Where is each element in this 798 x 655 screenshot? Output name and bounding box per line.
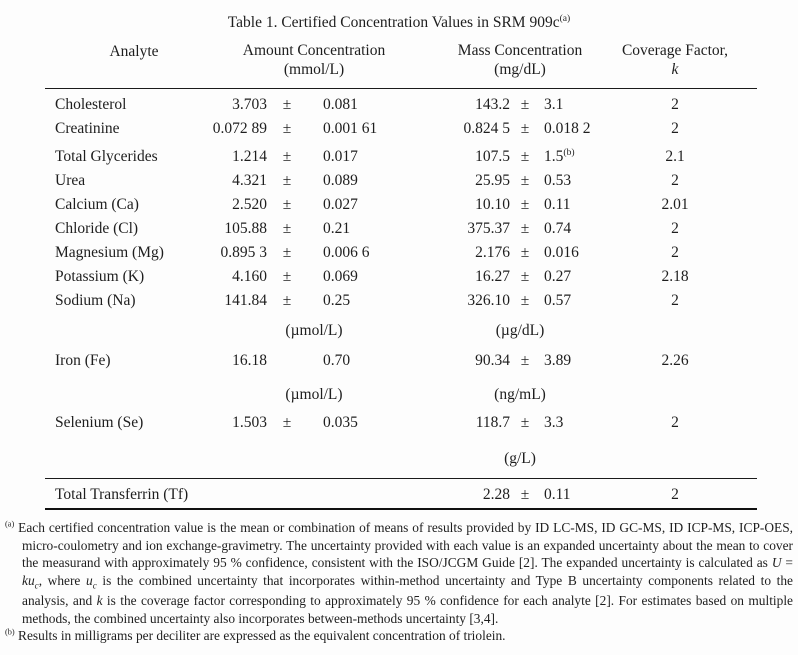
footnote-b-ref: (b) (563, 147, 575, 159)
footnote-text: is the coverage factor corresponding to approximately 95 % confidence for each analyte [2]. For estimates based on multiple methods, the combined uncertainty also incorporates between-methods uncertainty [3,4]. (22, 593, 793, 626)
analyte-name: Iron (Fe) (55, 352, 111, 370)
amount-uncertainty: 0.70 (323, 352, 351, 370)
footnote-marker: (b) (5, 627, 15, 637)
amount-uncertainty: 0.25 (323, 292, 351, 310)
coverage-factor-value: 2 (671, 244, 679, 262)
mass-plus-minus: ± (520, 486, 530, 504)
amount-header-unit: (mmol/L) (283, 61, 345, 79)
amount-uncertainty: 0.081 (323, 96, 358, 114)
coverage-factor-value: 2.01 (661, 196, 689, 214)
table-row (45, 93, 757, 117)
mass-value: 0.824 5 (463, 120, 510, 138)
footnote-text: Results in milligrams per deciliter are expressed as the equivalent concentration of triolein. (18, 627, 506, 643)
footnote-text: u (85, 572, 93, 588)
amount-uncertainty: 0.006 6 (323, 244, 370, 262)
footnote-text: k (96, 593, 103, 609)
mass-value: 10.10 (475, 196, 510, 214)
mass-value: 2.28 (482, 486, 510, 504)
coverage-factor-value: 2 (671, 292, 679, 310)
table-header (45, 41, 757, 79)
mass-value: 326.10 (467, 292, 510, 310)
mass-plus-minus: ± (520, 292, 530, 310)
table-row (45, 289, 757, 313)
mass-header-line1: Mass Concentration (457, 42, 583, 60)
mass-unit-label: (ng/mL) (494, 386, 546, 404)
amount-uncertainty: 0.035 (323, 414, 358, 432)
amount-plus-minus: ± (282, 244, 292, 262)
table-row (45, 478, 757, 507)
table-row (45, 241, 757, 265)
amount-plus-minus: ± (282, 196, 292, 214)
amount-value: 105.88 (224, 220, 267, 238)
column-header-coverage-factor (615, 41, 735, 79)
mass-uncertainty: 3.89 (544, 352, 572, 370)
coverage-factor-value: 2.18 (661, 268, 689, 286)
table-row (45, 349, 757, 373)
table-row (45, 193, 757, 217)
unit-row (45, 447, 757, 471)
mass-uncertainty: 0.27 (544, 268, 572, 286)
table-row (45, 169, 757, 193)
mass-value: 118.7 (475, 414, 510, 432)
mass-uncertainty: 0.016 (544, 244, 579, 262)
coverage-factor-value: 2.26 (661, 352, 689, 370)
table-row (45, 217, 757, 241)
column-header-amount-concentration (203, 41, 425, 79)
footnote-text: c (34, 580, 39, 591)
mass-uncertainty: 3.3 (544, 414, 564, 432)
table-row (45, 411, 757, 435)
unit-row (45, 383, 757, 407)
mass-plus-minus: ± (520, 148, 530, 166)
mass-plus-minus: ± (520, 96, 530, 114)
amount-value: 0.895 3 (220, 244, 267, 262)
mass-uncertainty: 0.53 (544, 172, 572, 190)
amount-value: 16.18 (232, 352, 267, 370)
amount-plus-minus: ± (282, 414, 292, 432)
table-title (0, 9, 798, 32)
mass-plus-minus: ± (520, 196, 530, 214)
amount-value: 4.321 (232, 172, 267, 190)
footnotes (5, 519, 793, 644)
mass-uncertainty: 0.74 (544, 220, 572, 238)
amount-unit-label: (µmol/L) (285, 322, 343, 340)
mass-value: 375.37 (467, 220, 510, 238)
coverage-factor-value: 2 (671, 96, 679, 114)
mass-uncertainty: 0.11 (544, 486, 571, 504)
coverage-header-line1: Coverage Factor, (621, 42, 729, 60)
footnote-text: is the combined uncertainty that incorporates within-method uncertainty and Type B uncertainty components related to the analysis, and (22, 572, 793, 609)
amount-value: 2.520 (232, 196, 267, 214)
analyte-name: Calcium (Ca) (55, 196, 139, 214)
amount-uncertainty: 0.001 61 (323, 120, 378, 138)
analyte-name: Chloride (Cl) (55, 220, 139, 238)
amount-plus-minus: ± (282, 172, 292, 190)
mass-value: 90.34 (475, 352, 510, 370)
footnote-text: Each certified concentration value is the mean or combination of means of results provided by ID LC-MS, ID GC-MS, ID ICP-MS, ICP-OES, micro-coulometry and ion exchange-gravimetry. The uncertainty provided with each value is an expanded uncertainty about the mean to cover the measurand with approximately 95 % confidence, consistent with the ISO/JCGM Guide [2]. The expanded uncertainty is calculated as (18, 520, 794, 571)
mass-value: 16.27 (475, 268, 510, 286)
amount-header-line1: Amount Concentration (242, 42, 386, 60)
analyte-name: Sodium (Na) (55, 292, 136, 310)
mass-plus-minus: ± (520, 352, 530, 370)
amount-value: 141.84 (224, 292, 267, 310)
amount-plus-minus: ± (282, 148, 292, 166)
footnote-text: U (771, 555, 782, 571)
analyte-name: Total Transferrin (Tf) (55, 486, 189, 504)
mass-uncertainty: 0.57 (544, 292, 572, 310)
mass-value: 107.5 (475, 148, 510, 166)
unit-row (45, 319, 757, 343)
column-header-analyte: Analyte (109, 43, 159, 61)
amount-uncertainty: 0.027 (323, 196, 358, 214)
coverage-factor-value: 2.1 (665, 148, 685, 166)
mass-plus-minus: ± (520, 220, 530, 238)
mass-plus-minus: ± (520, 244, 530, 262)
amount-plus-minus: ± (282, 292, 292, 310)
mass-value: 25.95 (475, 172, 510, 190)
footnote-text: c (92, 580, 97, 591)
footnote-text: = (781, 555, 793, 571)
analyte-name: Magnesium (Mg) (55, 244, 164, 262)
table-body (45, 93, 757, 507)
header-spacer (735, 41, 757, 79)
analyte-name: Creatinine (55, 120, 120, 138)
analyte-name: Cholesterol (55, 96, 127, 114)
analyte-name: Urea (55, 172, 86, 190)
footnote-marker: (a) (5, 519, 15, 529)
coverage-factor-value: 2 (671, 220, 679, 238)
amount-uncertainty: 0.21 (323, 220, 351, 238)
amount-unit-label: (µmol/L) (285, 386, 343, 404)
table-row (45, 117, 757, 141)
bottom-rule (45, 508, 757, 510)
amount-plus-minus: ± (282, 96, 292, 114)
coverage-factor-value: 2 (671, 486, 679, 504)
mass-uncertainty: 0.018 2 (544, 120, 591, 138)
mass-value: 2.176 (475, 244, 510, 262)
footnote-text: ku (22, 572, 35, 588)
mass-header-unit: (mg/dL) (494, 61, 546, 79)
amount-uncertainty: 0.017 (323, 148, 358, 166)
amount-value: 1.503 (232, 414, 267, 432)
table-row (45, 265, 757, 289)
column-header-mass-concentration (425, 41, 615, 79)
mass-value: 143.2 (475, 96, 510, 114)
coverage-factor-value: 2 (671, 414, 679, 432)
mass-uncertainty: 0.11 (544, 196, 571, 214)
amount-plus-minus: ± (282, 268, 292, 286)
footnote-b (5, 627, 793, 644)
coverage-factor-value: 2 (671, 172, 679, 190)
amount-value: 0.072 89 (212, 120, 267, 138)
mass-plus-minus: ± (520, 172, 530, 190)
mass-uncertainty: 3.1 (544, 96, 564, 114)
analyte-name: Potassium (K) (55, 268, 145, 286)
amount-uncertainty: 0.089 (323, 172, 358, 190)
amount-value: 1.214 (232, 148, 267, 166)
footnote-a (5, 519, 793, 627)
mass-uncertainty: 1.5$^{(b)}$ (544, 147, 575, 166)
amount-value: 3.703 (232, 96, 267, 114)
mass-plus-minus: ± (520, 120, 530, 138)
amount-plus-minus: ± (282, 220, 292, 238)
footnote-a-ref: (a) (559, 13, 571, 24)
table-title-text: Table 1. Certified Concentration Values in SRM 909c (227, 14, 560, 32)
footnote-text: , where (38, 572, 86, 588)
mass-plus-minus: ± (520, 414, 530, 432)
amount-plus-minus: ± (282, 120, 292, 138)
coverage-factor-value: 2 (671, 120, 679, 138)
amount-uncertainty: 0.069 (323, 268, 358, 286)
table-row (45, 141, 757, 169)
amount-value: 4.160 (232, 268, 267, 286)
mass-unit-label: (µg/dL) (495, 322, 545, 340)
coverage-header-k-symbol: k (671, 61, 679, 79)
analyte-name: Selenium (Se) (55, 414, 144, 432)
analyte-name: Total Glycerides (55, 148, 158, 166)
mass-unit-label: (g/L) (504, 450, 536, 468)
header-rule (45, 88, 757, 89)
mass-plus-minus: ± (520, 268, 530, 286)
